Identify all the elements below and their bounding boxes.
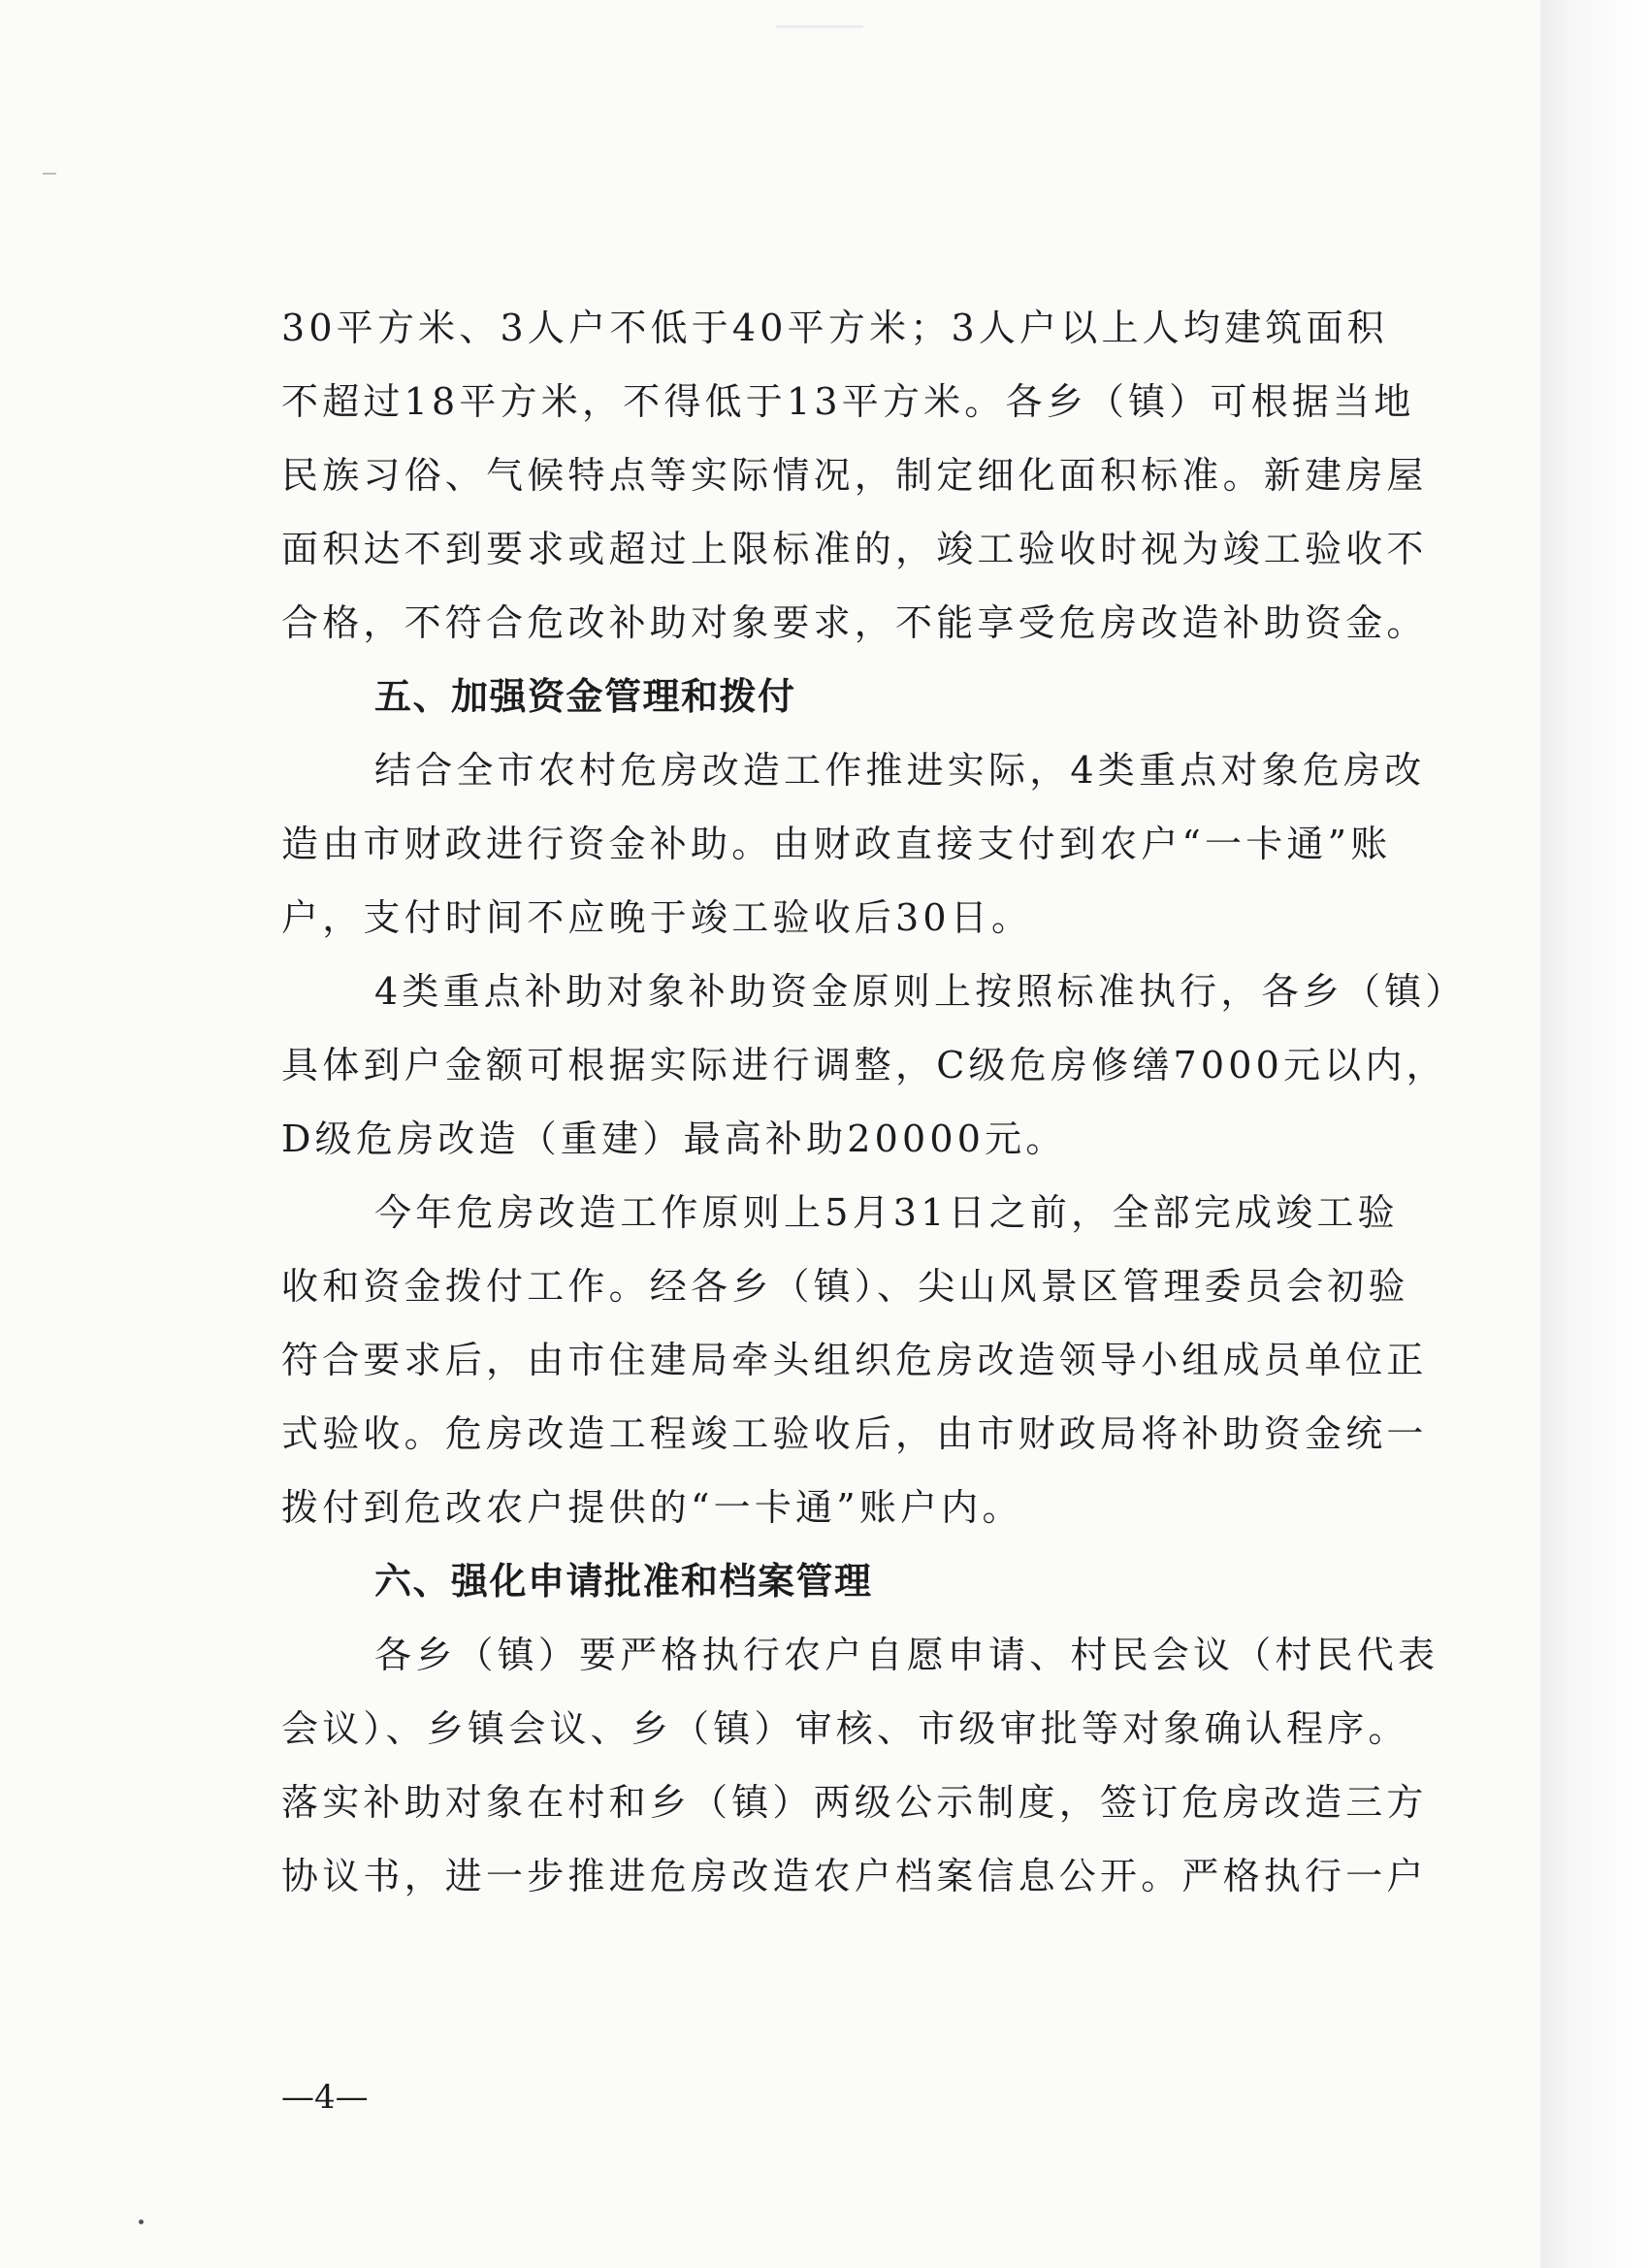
scan-artifact-dot <box>139 2219 144 2224</box>
text-line: 结合全市农村危房改造工作推进实际，4类重点对象危房改 <box>374 749 1426 792</box>
page-number: —4— <box>281 2078 369 2117</box>
text-line: 不超过18平方米，不得低于13平方米。各乡（镇）可根据当地 <box>281 380 1415 423</box>
text-line: 式验收。危房改造工程竣工验收后，由市财政局将补助资金统一 <box>281 1412 1428 1455</box>
scan-edge-shadow <box>1540 0 1649 2268</box>
text-line: D级危房改造（重建）最高补助20000元。 <box>281 1118 1067 1160</box>
document-body <box>281 291 1494 1913</box>
section-heading-5: 五、加强资金管理和拨付 <box>374 675 796 718</box>
text-line: 合格，不符合危改补助对象要求，不能享受危房改造补助资金。 <box>281 601 1428 644</box>
text-line: 造由市财政进行资金补助。由财政直接支付到农户“一卡通”账 <box>281 823 1392 865</box>
text-line: 协议书，进一步推进危房改造农户档案信息公开。严格执行一户 <box>281 1855 1428 1897</box>
section-heading-6: 六、强化申请批准和档案管理 <box>374 1560 873 1603</box>
scan-artifact-top <box>776 25 863 28</box>
text-line: 4类重点补助对象补助资金原则上按照标准执行，各乡（镇） <box>374 970 1467 1013</box>
text-line: 收和资金拨付工作。经各乡（镇）、尖山风景区管理委员会初验 <box>281 1265 1409 1308</box>
text-line: 会议）、乡镇会议、乡（镇）审核、市级审批等对象确认程序。 <box>281 1707 1409 1750</box>
text-line: 面积达不到要求或超过上限标准的，竣工验收时视为竣工验收不 <box>281 528 1428 570</box>
text-line: 拨付到危改农户提供的“一卡通”账户内。 <box>281 1486 1023 1529</box>
text-line: 各乡（镇）要严格执行农户自愿申请、村民会议（村民代表 <box>374 1634 1439 1676</box>
text-line: 民族习俗、气候特点等实际情况，制定细化面积标准。新建房屋 <box>281 454 1428 497</box>
scan-artifact-edge <box>43 173 56 175</box>
text-line: 今年危房改造工作原则上5月31日之前，全部完成竣工验 <box>374 1191 1399 1234</box>
text-line: 30平方米、3人户不低于40平方米；3人户以上人均建筑面积 <box>281 307 1388 349</box>
text-line: 具体到户金额可根据实际进行调整，C级危房修缮7000元以内， <box>281 1044 1447 1086</box>
text-line: 符合要求后，由市住建局牵头组织危房改造领导小组成员单位正 <box>281 1339 1428 1381</box>
text-line: 落实补助对象在村和乡（镇）两级公示制度，签订危房改造三方 <box>281 1781 1428 1824</box>
text-line: 户，支付时间不应晚于竣工验收后30日。 <box>281 896 1033 939</box>
